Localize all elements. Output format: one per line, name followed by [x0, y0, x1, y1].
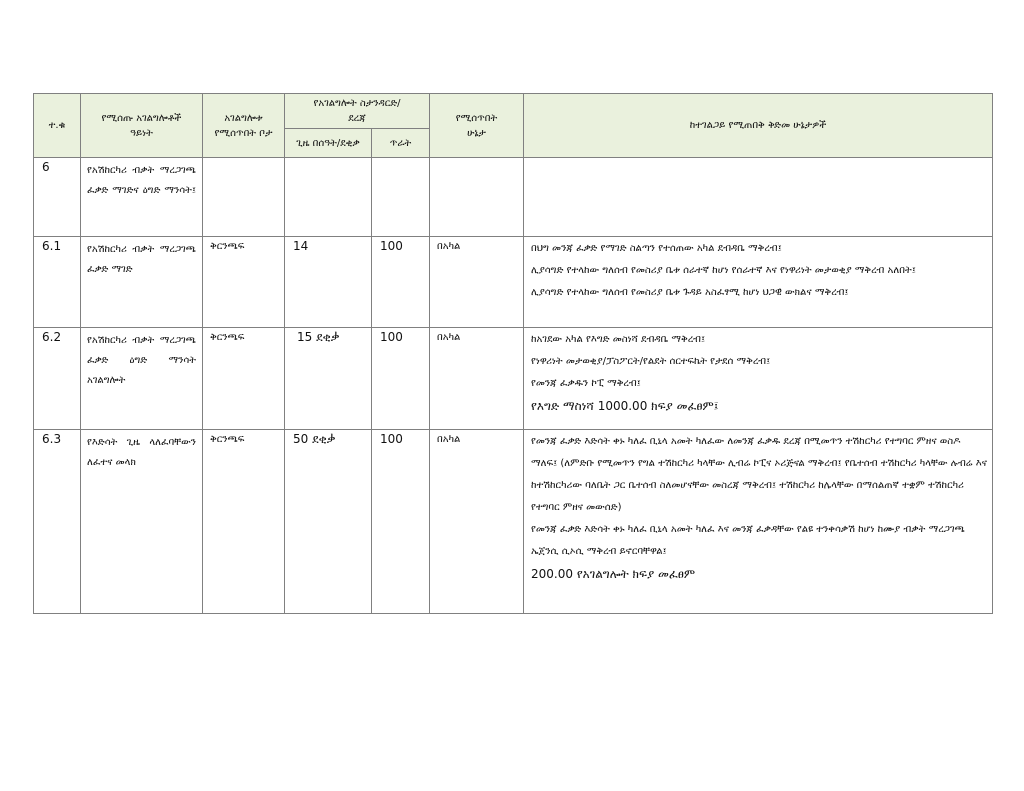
service-type: የአሽከርካሪ ብቃት ማረጋገጫ ፈቃድ ዕግድ ማንሳት አገልግሎት — [81, 328, 203, 430]
service-requirements — [524, 328, 993, 430]
table-row — [34, 328, 993, 430]
service-location: ቅርንጫፍ — [203, 237, 285, 328]
service-method: በአካል — [430, 430, 524, 614]
service-requirements — [524, 430, 993, 614]
row-number: 6.2 — [34, 328, 81, 430]
requirement-item: የመንጃ ፈቃዱን ኮፒ ማቅረብ፤ — [531, 378, 641, 389]
header-standard: የአገልግሎት ስታንዳርድ/ደረጃ — [285, 94, 430, 129]
header-prerequisites: ከተገልጋይ የሚጠበቅ ቅድመ ሁኔታዎች — [524, 94, 993, 158]
service-method — [430, 158, 524, 237]
service-type: የአሽከርካሪ ብቃት ማረጋገጫ ፈቃድ ማገድና ዕግድ ማንሳት፤ — [81, 158, 203, 237]
service-location: ቅርንጫፍ — [203, 430, 285, 614]
service-quality — [372, 158, 430, 237]
requirement-item: የመንጃ ፈቃድ እድሳት ቀኑ ካለፈ ቢኒላ አመት ካለፈ እና መንጃ ፈቃዳቸው የልዩ ተንቀሳቃሽ ከሆነ ከሙያ ብቃት ማረጋገጫ ኤጀንሲ ሲኦሲ ማቅረብ ይኖርባቸዋል፤ — [531, 524, 965, 557]
service-time: 50 ደቂቃ — [285, 430, 372, 614]
service-requirements — [524, 158, 993, 237]
table-row — [34, 158, 993, 237]
header-location: አገልግሎቱ የሚሰጥበት ቦታ — [203, 94, 285, 158]
service-method: በአካል — [430, 237, 524, 328]
service-location: ቅርንጫፍ — [203, 328, 285, 430]
header-time: ጊዜ በሰዓት/ደቂቃ — [285, 129, 372, 158]
service-standard-table — [33, 93, 993, 614]
service-time — [285, 158, 372, 237]
requirement-item: 200.00 የአገልግሎት ክፍያ መፈፀም — [531, 567, 696, 581]
requirement-item: ሊያሳግድ የተላከው ግለሰብ የመስሪያ ቤቱ ሰራተኛ ከሆነ የሰራተኛ እና የነዋሪነት መታወቂያ ማቅረብ አለበት፤ — [531, 265, 916, 276]
service-location — [203, 158, 285, 237]
header-method: የሚሰጥበት ሁኔታ — [430, 94, 524, 158]
service-type: የአሽከርካሪ ብቃት ማረጋገጫ ፈቃድ ማገድ — [81, 237, 203, 328]
service-quality: 100 — [372, 237, 430, 328]
service-quality: 100 — [372, 328, 430, 430]
requirement-item: የነዋሪነት መታወቂያ/ፓስፖርት/የልደት ሰርተፍኬት የታደሰ ማቅረብ፤ — [531, 356, 771, 367]
table-row — [34, 237, 993, 328]
header-number: ተ.ቁ — [34, 94, 81, 158]
header-quality: ጥራት — [372, 129, 430, 158]
service-requirements — [524, 237, 993, 328]
row-number: 6.3 — [34, 430, 81, 614]
row-number: 6.1 — [34, 237, 81, 328]
requirement-item: ከአገደው አካል የእግድ መስነሻ ደብዳቤ ማቅረብ፤ — [531, 334, 706, 345]
requirement-item: የእግድ ማስነሻ 1000.00 ክፍያ መፈፀም፤ — [531, 399, 719, 413]
requirement-item: በህግ መንጃ ፈቃድ የማገድ ስልጣን የተሰጠው አካል ደብዳቤ ማቅረብ፤ — [531, 243, 782, 254]
row-number: 6 — [34, 158, 81, 237]
service-method: በአካል — [430, 328, 524, 430]
header-service-type: የሚሰጡ አገልግሎቶች ዓይነት — [81, 94, 203, 158]
table-row — [34, 430, 993, 614]
requirement-item: የመንጃ ፈቃድ እድሳት ቀኑ ካለፈ ቢኒላ አመት ካለፈው ለመንጃ ፈቃዱ ደረጃ በሚመጥን ተሽከርካሪ የተግባር ምዘና ወስዶ ማለፍ፤ (ለምድቡ የሚመጥን የግል ተሽከርካሪ ካላቸው ሊብሬ ኮፒና ኦሪጅናል ማቅረብ፤ የቤተሰብ ተሽከርካሪ ካላቸው ሉብሬ እና ከተሽከርካሪው ባለቤት ጋር ቤተሰብ ስለመሆናቸው መስረጃ ማቅረብ፤ ተሽከርካሪ ከሌላቸው በማሰልጠኛ ተቋም ተሽከርካሪ የተግባር ምዘና መውሰድ) — [531, 436, 987, 513]
requirement-item: ሊያሳግድ የተላከው ግለሰብ የመስሪያ ቤቱ ጉዳይ አስፈፃሚ ከሆነ ህጋዊ ውክልና ማቅረብ፤ — [531, 287, 849, 298]
service-quality: 100 — [372, 430, 430, 614]
service-type: የእድሳት ጊዜ ላለፈባቸውን ለፈተና መላክ — [81, 430, 203, 614]
service-time: 14 — [285, 237, 372, 328]
service-time: 15 ደቂቃ — [285, 328, 372, 430]
